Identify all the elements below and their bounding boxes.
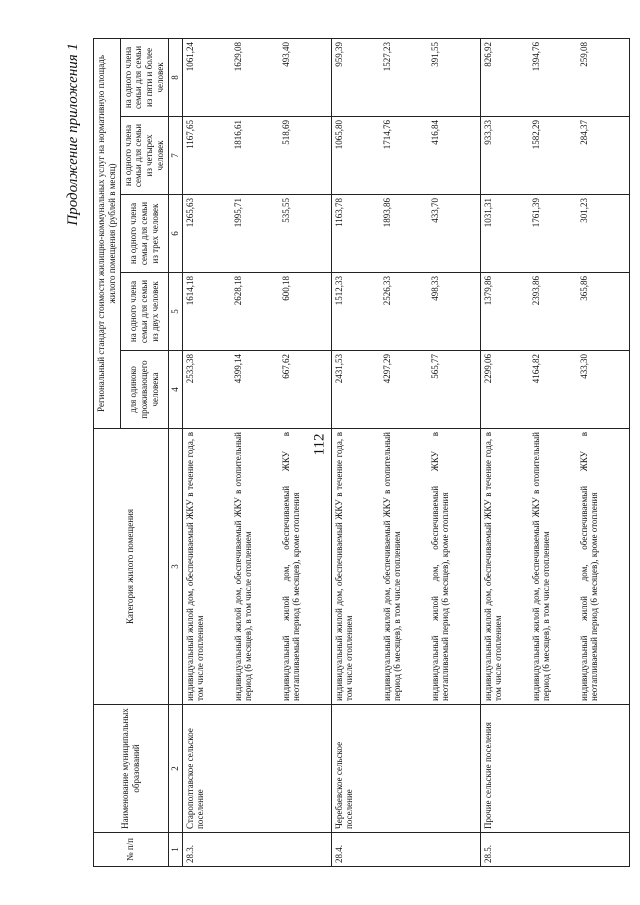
municipality-name: Старополтавское сельское поселение bbox=[182, 705, 331, 833]
value-text: 498,33 bbox=[429, 276, 440, 301]
category-text: индивидуальный жилой дом, обеспечиваемый ЖКУ в отопительный период (6 месяцев), в том числе отоплением bbox=[232, 432, 254, 701]
value-text: 1379,86 bbox=[482, 276, 493, 306]
value-text: 2526,33 bbox=[381, 276, 392, 306]
row-number: 28.3. bbox=[182, 833, 331, 867]
value-cell bbox=[480, 195, 629, 273]
header-col-6: на одного члена семьи для семьи из трех человек bbox=[120, 195, 168, 273]
value-text: 535,55 bbox=[280, 198, 291, 223]
value-cell bbox=[182, 38, 331, 116]
value-text: 1065,80 bbox=[333, 120, 344, 150]
header-col-8: на одного члена семьи для семьи из пяти и более человек bbox=[120, 38, 168, 116]
table-row bbox=[182, 38, 331, 866]
value-text: 433,70 bbox=[429, 198, 440, 223]
index-cell: 7 bbox=[168, 117, 182, 195]
rotated-table-area bbox=[65, 33, 600, 873]
value-text: 1527,23 bbox=[381, 41, 392, 72]
header-standard: Региональный стандарт стоимости жилищно-коммунальных услуг на нормативную площадь жилого помещения (рублей в месяц) bbox=[94, 38, 121, 428]
index-cell: 8 bbox=[168, 38, 182, 116]
index-cell: 6 bbox=[168, 195, 182, 273]
table-row bbox=[331, 38, 480, 866]
value-cell bbox=[331, 351, 480, 429]
value-text: 1629,08 bbox=[232, 41, 243, 72]
value-text: 667,62 bbox=[280, 354, 291, 379]
value-cell bbox=[182, 117, 331, 195]
table-body bbox=[182, 38, 629, 866]
value-cell bbox=[182, 351, 331, 429]
table-row bbox=[480, 38, 629, 866]
value-text: 4399,14 bbox=[232, 354, 243, 384]
municipality-name: Черебаевское сельское поселение bbox=[331, 705, 480, 833]
category-text: индивидуальный жилой дом, обеспечиваемый ЖКУ в отопительный период (6 месяцев), в том числе отоплением bbox=[530, 432, 552, 701]
value-text: 1714,76 bbox=[381, 120, 392, 150]
value-text: 259,08 bbox=[578, 41, 589, 67]
value-text: 959,39 bbox=[333, 41, 344, 67]
value-text: 2628,18 bbox=[232, 276, 243, 306]
value-text: 1893,86 bbox=[381, 198, 392, 228]
value-text: 600,18 bbox=[280, 276, 291, 301]
value-text: 1614,18 bbox=[184, 276, 195, 306]
municipality-name: Прочие сельские поселения bbox=[480, 705, 629, 833]
index-cell: 5 bbox=[168, 273, 182, 351]
value-text: 2533,38 bbox=[184, 354, 195, 384]
value-text: 1163,78 bbox=[333, 198, 344, 227]
category-text: индивидуальный жилой дом, обеспечиваемый ЖКУ в неотапливаемый период (6 месяцев), кроме отопления bbox=[429, 432, 451, 701]
value-cell bbox=[480, 351, 629, 429]
value-text: 1816,61 bbox=[232, 120, 243, 150]
value-cell bbox=[331, 195, 480, 273]
value-text: 1995,71 bbox=[232, 198, 243, 228]
value-cell bbox=[480, 38, 629, 116]
header-no: № п/п bbox=[94, 833, 169, 867]
index-cell: 4 bbox=[168, 351, 182, 429]
appendix-caption: Продолжение приложения 1 bbox=[65, 43, 81, 226]
value-text: 493,40 bbox=[280, 41, 291, 67]
category-text: индивидуальный жилой дом, обеспечиваемый ЖКУ в неотапливаемый период (6 месяцев), кроме отопления bbox=[578, 432, 600, 701]
standard-cost-table bbox=[93, 38, 630, 867]
category-text: индивидуальный жилой дом, обеспечиваемый ЖКУ в отопительный период (6 месяцев), в том числе отоплением bbox=[381, 432, 403, 701]
category-text: индивидуальный жилой дом, обеспечиваемый ЖКУ в течение года, в том числе отоплением bbox=[333, 432, 355, 701]
value-text: 2299,06 bbox=[482, 354, 493, 384]
header-col-5: на одного члена семьи для семьи из двух человек bbox=[120, 273, 168, 351]
column-index-row bbox=[168, 38, 182, 866]
value-text: 1512,33 bbox=[333, 276, 344, 306]
value-text: 1265,63 bbox=[184, 198, 195, 228]
value-text: 365,86 bbox=[578, 276, 589, 301]
value-text: 2393,86 bbox=[530, 276, 541, 306]
value-text: 2431,53 bbox=[333, 354, 344, 384]
value-text: 518,69 bbox=[280, 120, 291, 145]
value-text: 1761,39 bbox=[530, 198, 541, 228]
value-text: 284,37 bbox=[578, 120, 589, 145]
category-text: индивидуальный жилой дом, обеспечиваемый ЖКУ в неотапливаемый период (6 месяцев), кроме отопления bbox=[280, 432, 302, 701]
value-cell bbox=[182, 273, 331, 351]
value-text: 301,23 bbox=[578, 198, 589, 223]
value-text: 391,55 bbox=[429, 41, 440, 67]
category-cell bbox=[480, 429, 629, 705]
value-text: 416,84 bbox=[429, 120, 440, 145]
value-text: 1031,31 bbox=[482, 198, 493, 228]
header-col-7: на одного члена семьи для семьи из четырех человек bbox=[120, 117, 168, 195]
header-col-4: для одиноко проживающего человека bbox=[120, 351, 168, 429]
category-cell bbox=[182, 429, 331, 705]
value-text: 4164,82 bbox=[530, 354, 541, 384]
row-number: 28.4. bbox=[331, 833, 480, 867]
header-category: Категория жилого помещения bbox=[94, 429, 169, 705]
value-text: 1061,24 bbox=[184, 41, 195, 72]
row-number: 28.5. bbox=[480, 833, 629, 867]
value-cell bbox=[331, 273, 480, 351]
value-text: 565,77 bbox=[429, 354, 440, 379]
value-text: 933,33 bbox=[482, 120, 493, 145]
value-text: 433,30 bbox=[578, 354, 589, 379]
index-cell: 1 bbox=[168, 833, 182, 867]
category-cell bbox=[331, 429, 480, 705]
value-text: 1582,29 bbox=[530, 120, 541, 150]
value-cell bbox=[480, 273, 629, 351]
value-text: 4297,29 bbox=[381, 354, 392, 384]
index-cell: 2 bbox=[168, 705, 182, 833]
category-text: индивидуальный жилой дом, обеспечиваемый ЖКУ в течение года, в том числе отоплением bbox=[184, 432, 206, 701]
value-cell bbox=[182, 195, 331, 273]
page-number: 112 bbox=[311, 433, 328, 456]
header-municipality: Наименование муниципальных образований bbox=[94, 705, 169, 833]
value-text: 826,92 bbox=[482, 41, 493, 67]
value-cell bbox=[480, 117, 629, 195]
value-text: 1167,65 bbox=[184, 120, 195, 149]
value-cell bbox=[331, 38, 480, 116]
value-cell bbox=[331, 117, 480, 195]
value-text: 1394,76 bbox=[530, 41, 541, 72]
index-cell: 3 bbox=[168, 429, 182, 705]
category-text: индивидуальный жилой дом, обеспечиваемый ЖКУ в течение года, в том числе отоплением bbox=[482, 432, 504, 701]
